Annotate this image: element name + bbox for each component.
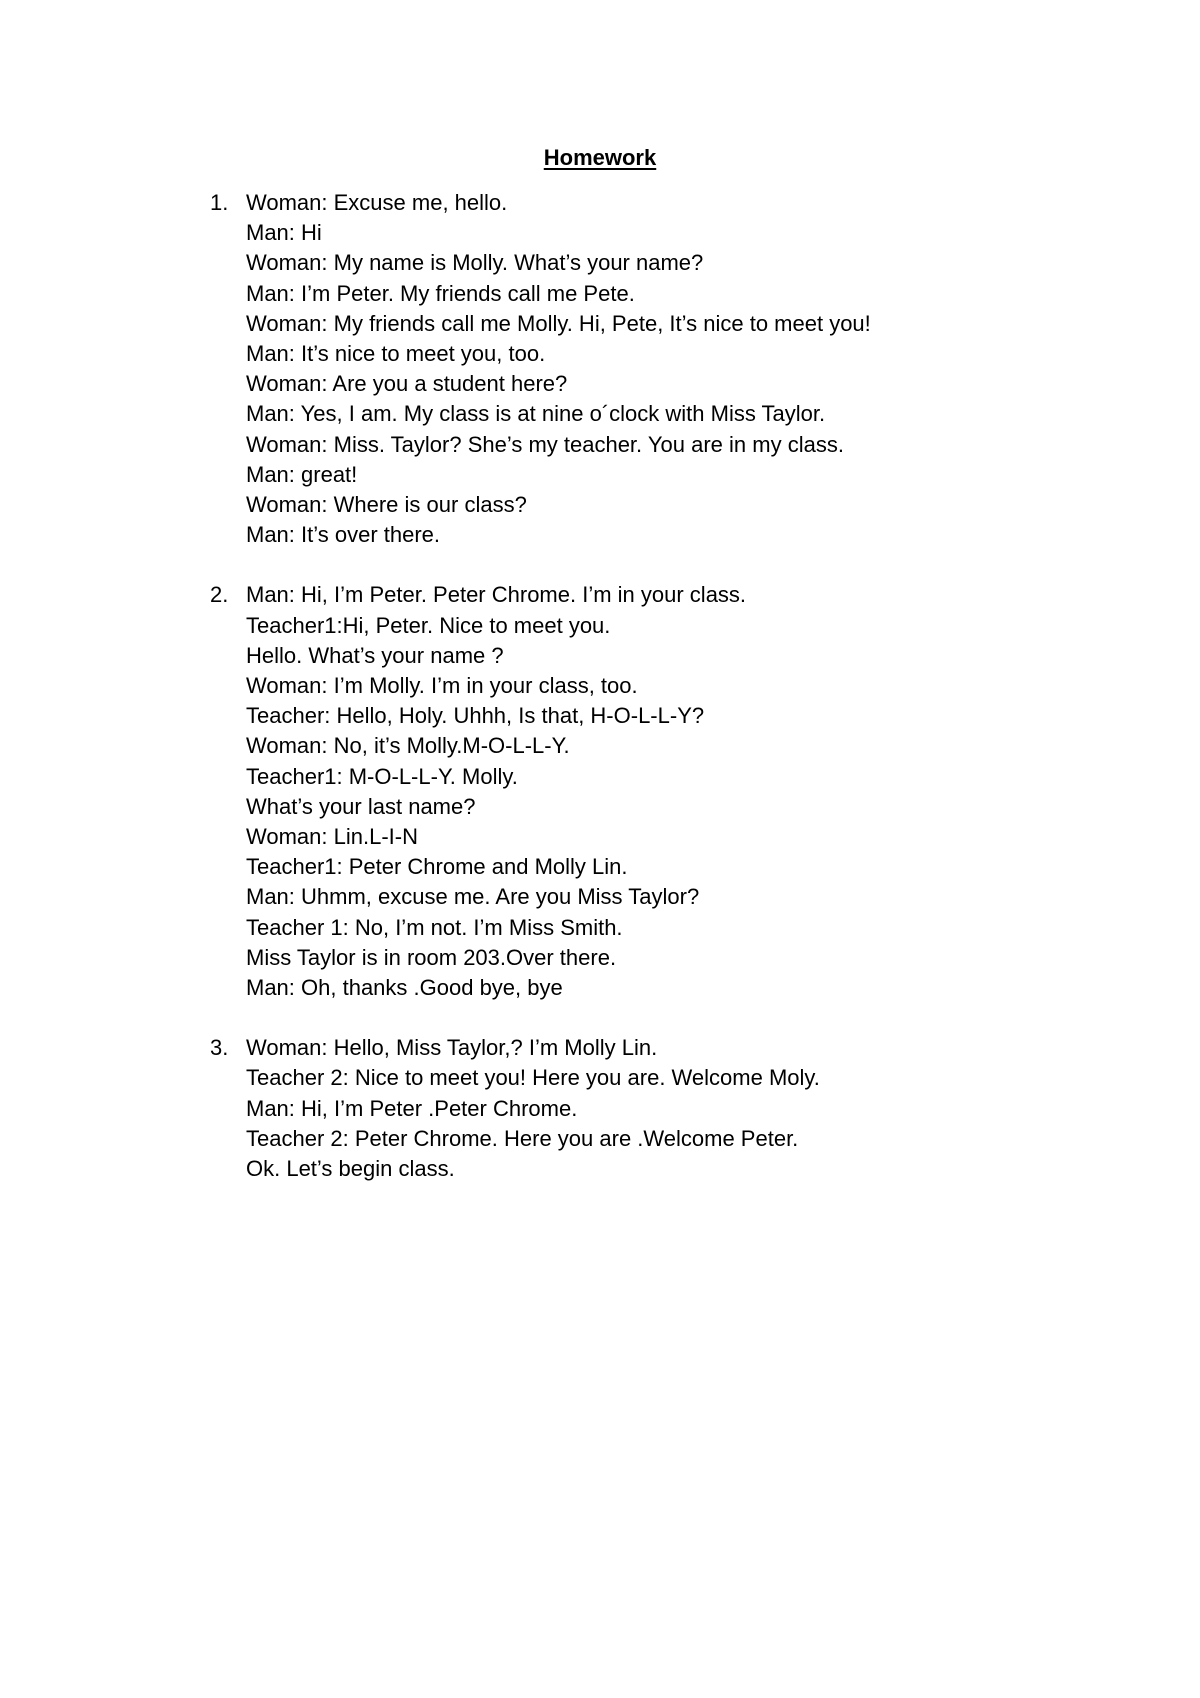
item-number: 2.	[210, 582, 229, 608]
dialogue-line: Teacher1: Peter Chrome and Molly Lin.	[246, 854, 628, 880]
list-item	[210, 1033, 1110, 1184]
list-item	[210, 580, 1110, 1003]
dialogue-line: What’s your last name?	[246, 793, 476, 819]
dialogue-line: Man: I’m Peter. My friends call me Pete.	[246, 280, 635, 306]
dialogue-line: Teacher1:Hi, Peter. Nice to meet you.	[246, 612, 611, 638]
item-number: 3.	[210, 1035, 229, 1061]
dialogue-line: Woman: My name is Molly. What’s your name?	[246, 250, 704, 276]
item-number: 1.	[210, 190, 229, 215]
dialogue-line: Man: Yes, I am. My class is at nine o´clock with Miss Taylor.	[246, 401, 826, 427]
dialogue-line: Woman: Are you a student here?	[246, 371, 568, 397]
dialogue-line: Man: Hi, I’m Peter .Peter Chrome.	[246, 1095, 578, 1121]
dialogue-list	[210, 188, 1110, 1214]
dialogue-line: Teacher 2: Nice to meet you! Here you are. Welcome Moly.	[246, 1065, 820, 1091]
dialogue-line: Ok. Let’s begin class.	[246, 1156, 455, 1182]
dialogue-line: Teacher 2: Peter Chrome. Here you are .Welcome Peter.	[246, 1125, 799, 1151]
dialogue-line: Man: Uhmm, excuse me. Are you Miss Taylor?	[246, 884, 700, 910]
dialogue-line: Man: It’s nice to meet you, too.	[246, 341, 546, 367]
dialogue-line: Woman: My friends call me Molly. Hi, Pete, It’s nice to meet you!	[246, 310, 871, 336]
dialogue-line: Miss Taylor is in room 203.Over there.	[246, 944, 617, 970]
dialogue-line: Man: Hi	[246, 220, 322, 246]
dialogue-line: Man: great!	[246, 461, 358, 487]
dialogue-line: Woman: Excuse me, hello.	[246, 190, 508, 215]
dialogue-line: Teacher: Hello, Holy. Uhhh, Is that, H-O-L-L-Y?	[246, 703, 705, 729]
dialogue-line: Woman: Lin.L-I-N	[246, 824, 418, 850]
dialogue-line: Man: Oh, thanks .Good bye, bye	[246, 975, 563, 1001]
dialogue-line: Teacher1: M-O-L-L-Y. Molly.	[246, 763, 518, 789]
dialogue-line: Woman: Miss. Taylor? She’s my teacher. You are in my class.	[246, 431, 844, 457]
dialogue-line: Woman: I’m Molly. I’m in your class, too.	[246, 673, 638, 699]
dialogue-line: Woman: Hello, Miss Taylor,? I’m Molly Lin.	[246, 1035, 658, 1061]
dialogue-line: Woman: Where is our class?	[246, 492, 527, 518]
dialogue-line: Man: Hi, I’m Peter. Peter Chrome. I’m in your class.	[246, 582, 747, 608]
dialogue-line: Woman: No, it’s Molly.M-O-L-L-Y.	[246, 733, 570, 759]
dialogue-line: Man: It’s over there.	[246, 522, 441, 548]
dialogue-line: Hello. What’s your name ?	[246, 642, 504, 668]
page-title: Homework	[543, 145, 657, 170]
dialogue-line: Teacher 1: No, I’m not. I’m Miss Smith.	[246, 914, 623, 940]
list-item	[210, 188, 1110, 550]
